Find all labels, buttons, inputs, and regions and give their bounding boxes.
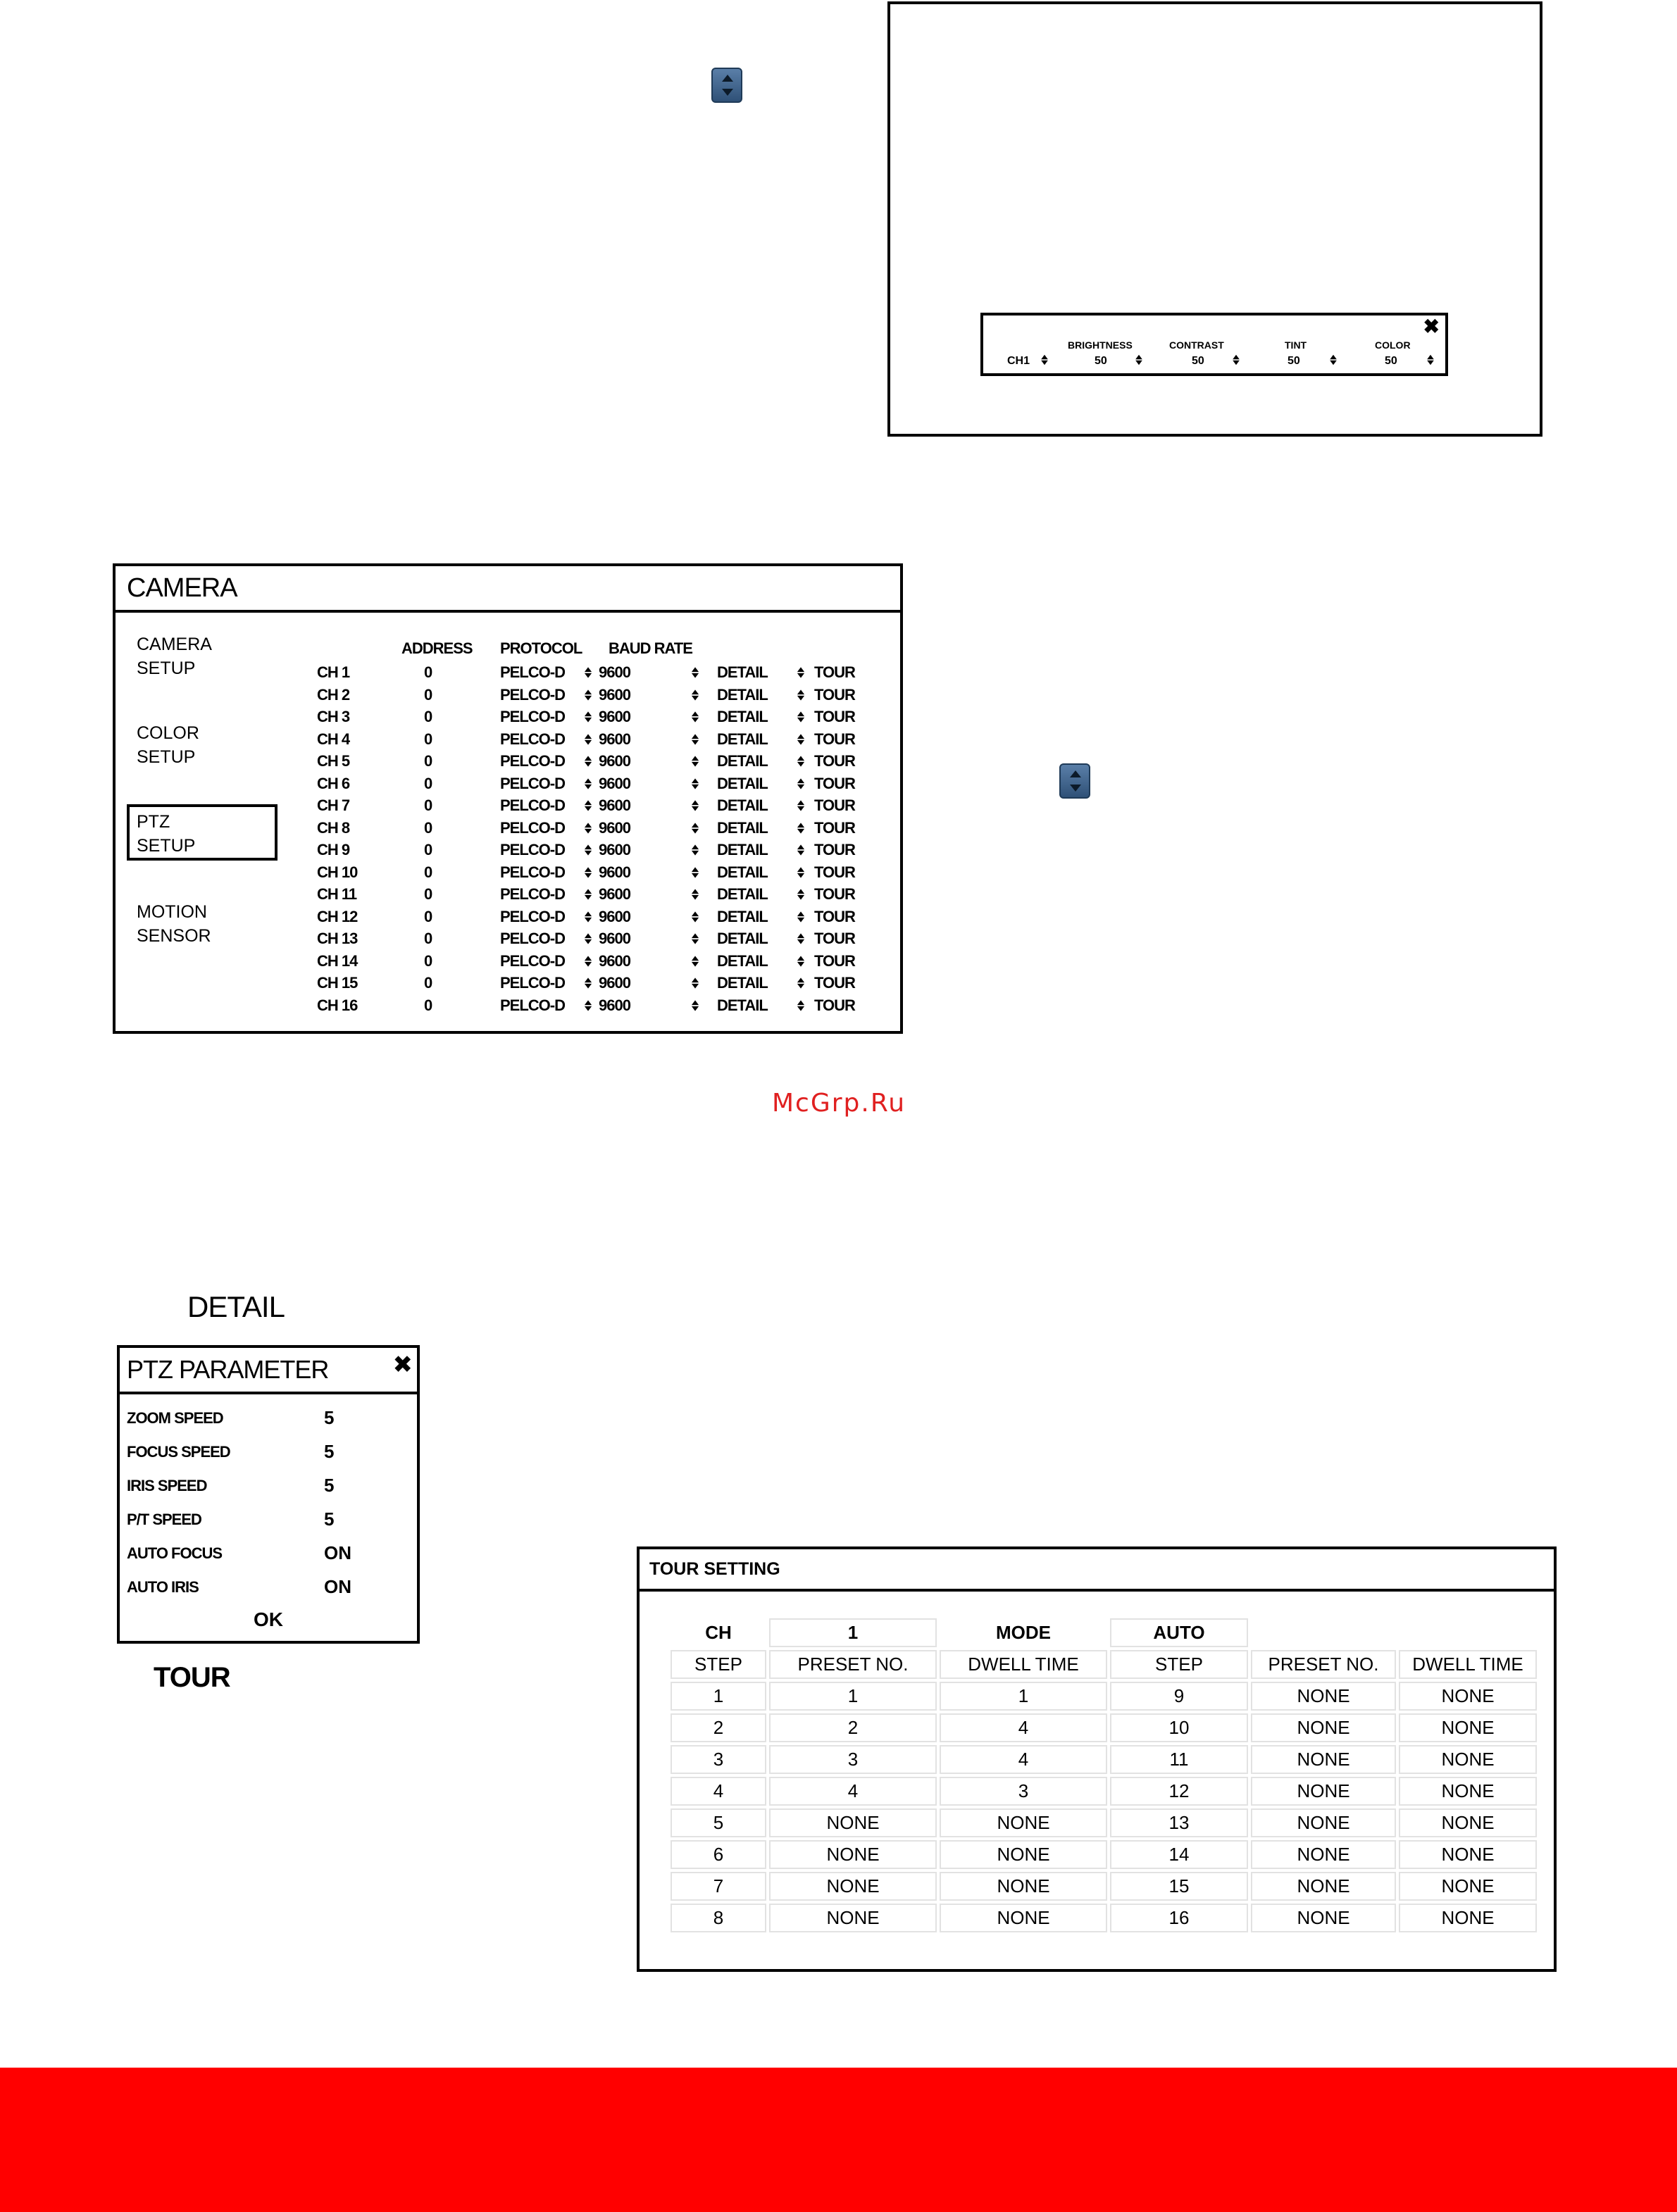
param-label: P/T SPEED — [127, 1511, 201, 1528]
tour-row — [671, 1777, 1537, 1806]
channel-label: CH 15 — [317, 974, 358, 992]
protocol-spinner[interactable] — [691, 821, 699, 835]
protocol-value: PELCO-D — [500, 907, 565, 925]
protocol-value: PELCO-D — [500, 885, 565, 903]
detail-button[interactable]: DETAIL — [717, 774, 768, 792]
camera-row — [317, 973, 894, 994]
preset-no-value[interactable]: NONE — [1251, 1904, 1396, 1932]
address-value: 0 — [424, 930, 432, 947]
dwell-time-value[interactable]: 4 — [940, 1745, 1107, 1774]
tour-title: TOUR SETTING — [649, 1559, 780, 1579]
step-number: 15 — [1110, 1872, 1248, 1901]
baud-rate-spinner[interactable] — [797, 666, 805, 680]
color-value: 50 — [1385, 355, 1397, 367]
baud-rate-value: 9600 — [599, 951, 630, 970]
ptz-parameter-dialog — [117, 1345, 420, 1644]
baud-rate-spinner[interactable] — [797, 688, 805, 701]
dwell-time-value[interactable]: NONE — [1399, 1904, 1537, 1932]
brightness-spinner[interactable] — [1135, 354, 1142, 366]
channel-label: CH 4 — [317, 730, 350, 748]
dwell-time-value[interactable]: NONE — [940, 1872, 1107, 1901]
detail-button[interactable]: DETAIL — [717, 907, 768, 925]
step-number: 6 — [671, 1840, 766, 1869]
camera-row — [317, 951, 894, 973]
tour-row — [671, 1872, 1537, 1901]
step-number: 13 — [1110, 1808, 1248, 1837]
address-spinner[interactable] — [584, 866, 592, 879]
param-label: AUTO FOCUS — [127, 1544, 223, 1562]
protocol-value: PELCO-D — [500, 708, 565, 725]
protocol-spinner[interactable] — [691, 711, 699, 724]
step-number: 9 — [1110, 1682, 1248, 1711]
preset-no-value[interactable]: NONE — [769, 1904, 937, 1932]
param-value[interactable]: ON — [324, 1542, 351, 1563]
protocol-value: PELCO-D — [500, 818, 565, 837]
preset-no-value[interactable]: NONE — [1251, 1713, 1396, 1742]
step-number: 10 — [1110, 1713, 1248, 1742]
camera-row — [317, 662, 894, 684]
address-spinner[interactable] — [584, 732, 592, 746]
protocol-value: PELCO-D — [500, 774, 565, 792]
address-value: 0 — [424, 796, 432, 814]
ch-label: CH — [705, 1622, 732, 1643]
tour-button[interactable]: TOUR — [814, 663, 855, 681]
address-value: 0 — [424, 685, 432, 704]
camera-row — [317, 928, 894, 950]
camera-row — [317, 906, 894, 928]
baud-rate-value: 9600 — [599, 974, 630, 992]
up-down-scroll-icon — [711, 68, 742, 103]
tour-button[interactable]: TOUR — [814, 796, 855, 814]
dwell-time-value[interactable]: NONE — [1399, 1840, 1537, 1869]
detail-button[interactable]: DETAIL — [717, 752, 768, 770]
camera-row — [317, 685, 894, 706]
dwell-time-value[interactable]: 3 — [940, 1777, 1107, 1806]
dwell-time-value[interactable]: NONE — [1399, 1745, 1537, 1774]
step-number: 1 — [671, 1682, 766, 1711]
address-spinner[interactable] — [584, 799, 592, 813]
channel-spinner[interactable] — [1040, 354, 1048, 366]
brightness-value: 50 — [1095, 355, 1107, 367]
param-value[interactable]: 5 — [324, 1441, 335, 1462]
protocol-spinner[interactable] — [691, 688, 699, 701]
tour-button[interactable]: TOUR — [814, 818, 855, 837]
color-adjust-bar — [980, 313, 1448, 376]
watermark: McGrp.Ru — [772, 1089, 906, 1118]
tour-button[interactable]: TOUR — [814, 951, 855, 970]
up-down-scroll-icon — [1059, 763, 1090, 799]
baud-rate-value: 9600 — [599, 841, 630, 858]
baud-rate-value: 9600 — [599, 885, 630, 903]
tour-row — [671, 1682, 1537, 1711]
camera-panel — [113, 563, 903, 1034]
preset-no-value[interactable]: NONE — [1251, 1745, 1396, 1774]
menu-camera-setup[interactable]: CAMERA SETUP — [137, 635, 212, 678]
channel-label: CH 2 — [317, 685, 350, 704]
baud-rate-value: 9600 — [599, 930, 630, 947]
protocol-value: PELCO-D — [500, 796, 565, 814]
detail-caption: DETAIL — [187, 1290, 285, 1323]
tour-button[interactable]: TOUR — [814, 685, 855, 704]
address-spinner[interactable] — [584, 977, 592, 990]
protocol-spinner[interactable] — [691, 866, 699, 879]
preset-no-value[interactable]: 2 — [769, 1713, 937, 1742]
baud-rate-value: 9600 — [599, 863, 630, 881]
channel-label: CH 11 — [317, 885, 357, 903]
address-value: 0 — [424, 907, 432, 925]
baud-rate-value: 9600 — [599, 730, 630, 748]
protocol-value: PELCO-D — [500, 663, 565, 681]
address-value: 0 — [424, 774, 432, 792]
tour-button[interactable]: TOUR — [814, 907, 855, 925]
tour-button[interactable]: TOUR — [814, 996, 855, 1014]
protocol-value: PELCO-D — [500, 685, 565, 704]
preset-no-value[interactable]: NONE — [1251, 1808, 1396, 1837]
color-spinner[interactable] — [1426, 354, 1434, 366]
step-number: 4 — [671, 1777, 766, 1806]
detail-button[interactable]: DETAIL — [717, 685, 768, 704]
step-number: 7 — [671, 1872, 766, 1901]
step-header: STEP — [1110, 1650, 1248, 1679]
preset-header: PRESET NO. — [769, 1650, 937, 1679]
step-number: 12 — [1110, 1777, 1248, 1806]
preset-no-value[interactable]: 3 — [769, 1745, 937, 1774]
tour-button[interactable]: TOUR — [814, 774, 855, 792]
camera-row — [317, 884, 894, 906]
channel-label: CH 7 — [317, 796, 350, 814]
brightness-label: BRIGHTNESS — [1068, 339, 1133, 351]
tour-button[interactable]: TOUR — [814, 841, 855, 858]
camera-row — [317, 729, 894, 751]
baud-rate-header: BAUD RATE — [609, 639, 692, 657]
baud-rate-spinner[interactable] — [797, 732, 805, 746]
address-spinner[interactable] — [584, 755, 592, 768]
preset-no-value[interactable]: NONE — [769, 1872, 937, 1901]
protocol-spinner[interactable] — [691, 977, 699, 990]
color-label: COLOR — [1375, 339, 1411, 351]
detail-button[interactable]: DETAIL — [717, 796, 768, 814]
dwell-time-value[interactable]: NONE — [1399, 1777, 1537, 1806]
detail-button[interactable]: DETAIL — [717, 930, 768, 947]
baud-rate-spinner[interactable] — [797, 910, 805, 923]
baud-rate-spinner[interactable] — [797, 799, 805, 813]
protocol-value: PELCO-D — [500, 841, 565, 858]
tour-button[interactable]: TOUR — [814, 930, 855, 947]
address-spinner[interactable] — [584, 999, 592, 1012]
param-value[interactable]: ON — [324, 1576, 351, 1597]
menu-ptz-setup[interactable]: PTZ SETUP — [127, 804, 278, 861]
protocol-header: PROTOCOL — [500, 639, 582, 657]
camera-row — [317, 751, 894, 773]
camera-row — [317, 995, 894, 1017]
tour-setting-dialog — [637, 1546, 1557, 1972]
ch-value[interactable]: 1 — [769, 1618, 937, 1647]
dwell-header: DWELL TIME — [1399, 1650, 1537, 1679]
baud-rate-spinner[interactable] — [797, 977, 805, 990]
channel-value: CH1 — [1007, 355, 1030, 367]
baud-rate-value: 9600 — [599, 996, 630, 1014]
camera-row — [317, 706, 894, 728]
baud-rate-spinner[interactable] — [797, 999, 805, 1012]
preset-no-value[interactable]: 1 — [769, 1682, 937, 1711]
protocol-spinner[interactable] — [691, 932, 699, 946]
tour-button[interactable]: TOUR — [814, 752, 855, 770]
address-spinner[interactable] — [584, 888, 592, 901]
param-label: ZOOM SPEED — [127, 1409, 223, 1427]
dwell-time-value[interactable]: NONE — [940, 1808, 1107, 1837]
baud-rate-value: 9600 — [599, 685, 630, 704]
dwell-time-value[interactable]: 1 — [940, 1682, 1107, 1711]
baud-rate-spinner[interactable] — [797, 954, 805, 968]
step-number: 14 — [1110, 1840, 1248, 1869]
baud-rate-value: 9600 — [599, 907, 630, 925]
close-icon[interactable]: ✖ — [1423, 315, 1440, 337]
preset-no-value[interactable]: NONE — [1251, 1777, 1396, 1806]
detail-button[interactable]: DETAIL — [717, 996, 768, 1014]
address-value: 0 — [424, 663, 432, 681]
baud-rate-value: 9600 — [599, 752, 630, 770]
address-spinner[interactable] — [584, 910, 592, 923]
address-spinner[interactable] — [584, 688, 592, 701]
protocol-value: PELCO-D — [500, 951, 565, 970]
param-value[interactable]: 5 — [324, 1475, 335, 1496]
tint-label: TINT — [1285, 339, 1307, 351]
address-value: 0 — [424, 863, 432, 881]
address-spinner[interactable] — [584, 821, 592, 835]
step-number: 16 — [1110, 1904, 1248, 1932]
tour-button[interactable]: TOUR — [814, 863, 855, 881]
protocol-spinner[interactable] — [691, 777, 699, 790]
preset-no-value[interactable]: NONE — [769, 1808, 937, 1837]
preset-no-value[interactable]: NONE — [1251, 1682, 1396, 1711]
detail-button[interactable]: DETAIL — [717, 974, 768, 992]
protocol-value: PELCO-D — [500, 752, 565, 770]
menu-motion-sensor[interactable]: MOTION SENSOR — [137, 902, 211, 946]
channel-label: CH 1 — [317, 663, 350, 681]
param-value[interactable]: 5 — [324, 1508, 335, 1530]
protocol-spinner[interactable] — [691, 666, 699, 680]
detail-button[interactable]: DETAIL — [717, 951, 768, 970]
dwell-time-value[interactable]: NONE — [1399, 1682, 1537, 1711]
baud-rate-spinner[interactable] — [797, 777, 805, 790]
mode-value[interactable]: AUTO — [1110, 1618, 1248, 1647]
address-spinner[interactable] — [584, 932, 592, 946]
dwell-time-value[interactable]: NONE — [1399, 1713, 1537, 1742]
channel-label: CH 12 — [317, 907, 358, 925]
channel-label: CH 13 — [317, 930, 358, 947]
baud-rate-value: 9600 — [599, 774, 630, 792]
protocol-spinner[interactable] — [691, 799, 699, 813]
protocol-spinner[interactable] — [691, 954, 699, 968]
baud-rate-spinner[interactable] — [797, 821, 805, 835]
address-value: 0 — [424, 996, 432, 1014]
param-value[interactable]: 5 — [324, 1407, 335, 1428]
menu-color-setup[interactable]: COLOR SETUP — [137, 723, 199, 767]
preset-no-value[interactable]: NONE — [1251, 1840, 1396, 1869]
contrast-value: 50 — [1192, 355, 1204, 367]
preset-no-value[interactable]: NONE — [1251, 1872, 1396, 1901]
channel-label: CH 6 — [317, 774, 350, 792]
address-spinner[interactable] — [584, 777, 592, 790]
baud-rate-value: 9600 — [599, 796, 630, 814]
baud-rate-spinner[interactable] — [797, 888, 805, 901]
baud-rate-value: 9600 — [599, 708, 630, 725]
step-header: STEP — [671, 1650, 766, 1679]
channel-label: CH 14 — [317, 951, 358, 970]
protocol-spinner[interactable] — [691, 910, 699, 923]
protocol-value: PELCO-D — [500, 996, 565, 1014]
baud-rate-spinner[interactable] — [797, 844, 805, 857]
camera-row — [317, 795, 894, 817]
param-label: IRIS SPEED — [127, 1477, 207, 1494]
dwell-header: DWELL TIME — [940, 1650, 1107, 1679]
baud-rate-value: 9600 — [599, 663, 630, 681]
dwell-time-value[interactable]: 4 — [940, 1713, 1107, 1742]
close-icon[interactable]: ✖ — [392, 1351, 413, 1378]
tint-value: 50 — [1288, 355, 1300, 367]
channel-label: CH 16 — [317, 996, 358, 1014]
detail-button[interactable]: DETAIL — [717, 885, 768, 903]
tour-row — [671, 1808, 1537, 1837]
address-value: 0 — [424, 730, 432, 748]
address-value: 0 — [424, 885, 432, 903]
baud-rate-value: 9600 — [599, 818, 630, 837]
tour-button[interactable]: TOUR — [814, 885, 855, 903]
protocol-value: PELCO-D — [500, 730, 565, 748]
protocol-spinner[interactable] — [691, 999, 699, 1012]
channel-label: CH 10 — [317, 863, 358, 881]
baud-rate-spinner[interactable] — [797, 932, 805, 946]
preset-no-value[interactable]: NONE — [769, 1840, 937, 1869]
detail-button[interactable]: DETAIL — [717, 818, 768, 837]
address-value: 0 — [424, 752, 432, 770]
tour-table — [668, 1616, 1540, 1935]
protocol-value: PELCO-D — [500, 974, 565, 992]
dwell-time-value[interactable]: NONE — [1399, 1808, 1537, 1837]
dwell-time-value[interactable]: NONE — [940, 1840, 1107, 1869]
tour-caption: TOUR — [154, 1662, 230, 1693]
baud-rate-spinner[interactable] — [797, 711, 805, 724]
tour-row — [671, 1840, 1537, 1869]
detail-button[interactable]: DETAIL — [717, 730, 768, 748]
tour-button[interactable]: TOUR — [814, 730, 855, 748]
param-label: AUTO IRIS — [127, 1578, 199, 1596]
step-number: 3 — [671, 1745, 766, 1774]
address-value: 0 — [424, 951, 432, 970]
address-header: ADDRESS — [401, 639, 473, 657]
protocol-value: PELCO-D — [500, 863, 565, 881]
camera-row — [317, 773, 894, 795]
address-spinner[interactable] — [584, 666, 592, 680]
protocol-spinner[interactable] — [691, 844, 699, 857]
channel-label: CH 9 — [317, 841, 350, 858]
channel-label: CH 5 — [317, 752, 350, 770]
channel-label: CH 3 — [317, 708, 350, 725]
protocol-value: PELCO-D — [500, 930, 565, 947]
step-number: 8 — [671, 1904, 766, 1932]
address-spinner[interactable] — [584, 711, 592, 724]
ok-button[interactable]: OK — [254, 1608, 283, 1630]
protocol-spinner[interactable] — [691, 755, 699, 768]
contrast-spinner[interactable] — [1232, 354, 1240, 366]
tour-button[interactable]: TOUR — [814, 708, 855, 725]
tour-row — [671, 1904, 1537, 1932]
step-number: 2 — [671, 1713, 766, 1742]
tour-button[interactable]: TOUR — [814, 974, 855, 992]
detail-button[interactable]: DETAIL — [717, 841, 768, 858]
camera-title: CAMERA — [127, 573, 237, 603]
dwell-time-value[interactable]: NONE — [1399, 1872, 1537, 1901]
contrast-label: CONTRAST — [1169, 339, 1224, 351]
address-value: 0 — [424, 708, 432, 725]
camera-row — [317, 862, 894, 884]
tour-row — [671, 1745, 1537, 1774]
preset-no-value[interactable]: 4 — [769, 1777, 937, 1806]
step-number: 5 — [671, 1808, 766, 1837]
footer-band — [0, 2068, 1677, 2212]
channel-label: CH 8 — [317, 818, 350, 837]
baud-rate-spinner[interactable] — [797, 866, 805, 879]
detail-button[interactable]: DETAIL — [717, 663, 768, 681]
address-value: 0 — [424, 818, 432, 837]
protocol-spinner[interactable] — [691, 732, 699, 746]
address-spinner[interactable] — [584, 954, 592, 968]
detail-button[interactable]: DETAIL — [717, 863, 768, 881]
camera-row — [317, 818, 894, 839]
dwell-time-value[interactable]: NONE — [940, 1904, 1107, 1932]
address-value: 0 — [424, 974, 432, 992]
address-spinner[interactable] — [584, 844, 592, 857]
step-number: 11 — [1110, 1745, 1248, 1774]
ptz-title: PTZ PARAMETER — [127, 1355, 329, 1384]
tour-row — [671, 1713, 1537, 1742]
mode-label: MODE — [996, 1622, 1051, 1643]
camera-row — [317, 839, 894, 861]
detail-button[interactable]: DETAIL — [717, 708, 768, 725]
protocol-spinner[interactable] — [691, 888, 699, 901]
tint-spinner[interactable] — [1329, 354, 1337, 366]
address-value: 0 — [424, 841, 432, 858]
baud-rate-spinner[interactable] — [797, 755, 805, 768]
param-label: FOCUS SPEED — [127, 1443, 230, 1461]
preset-header: PRESET NO. — [1251, 1650, 1396, 1679]
